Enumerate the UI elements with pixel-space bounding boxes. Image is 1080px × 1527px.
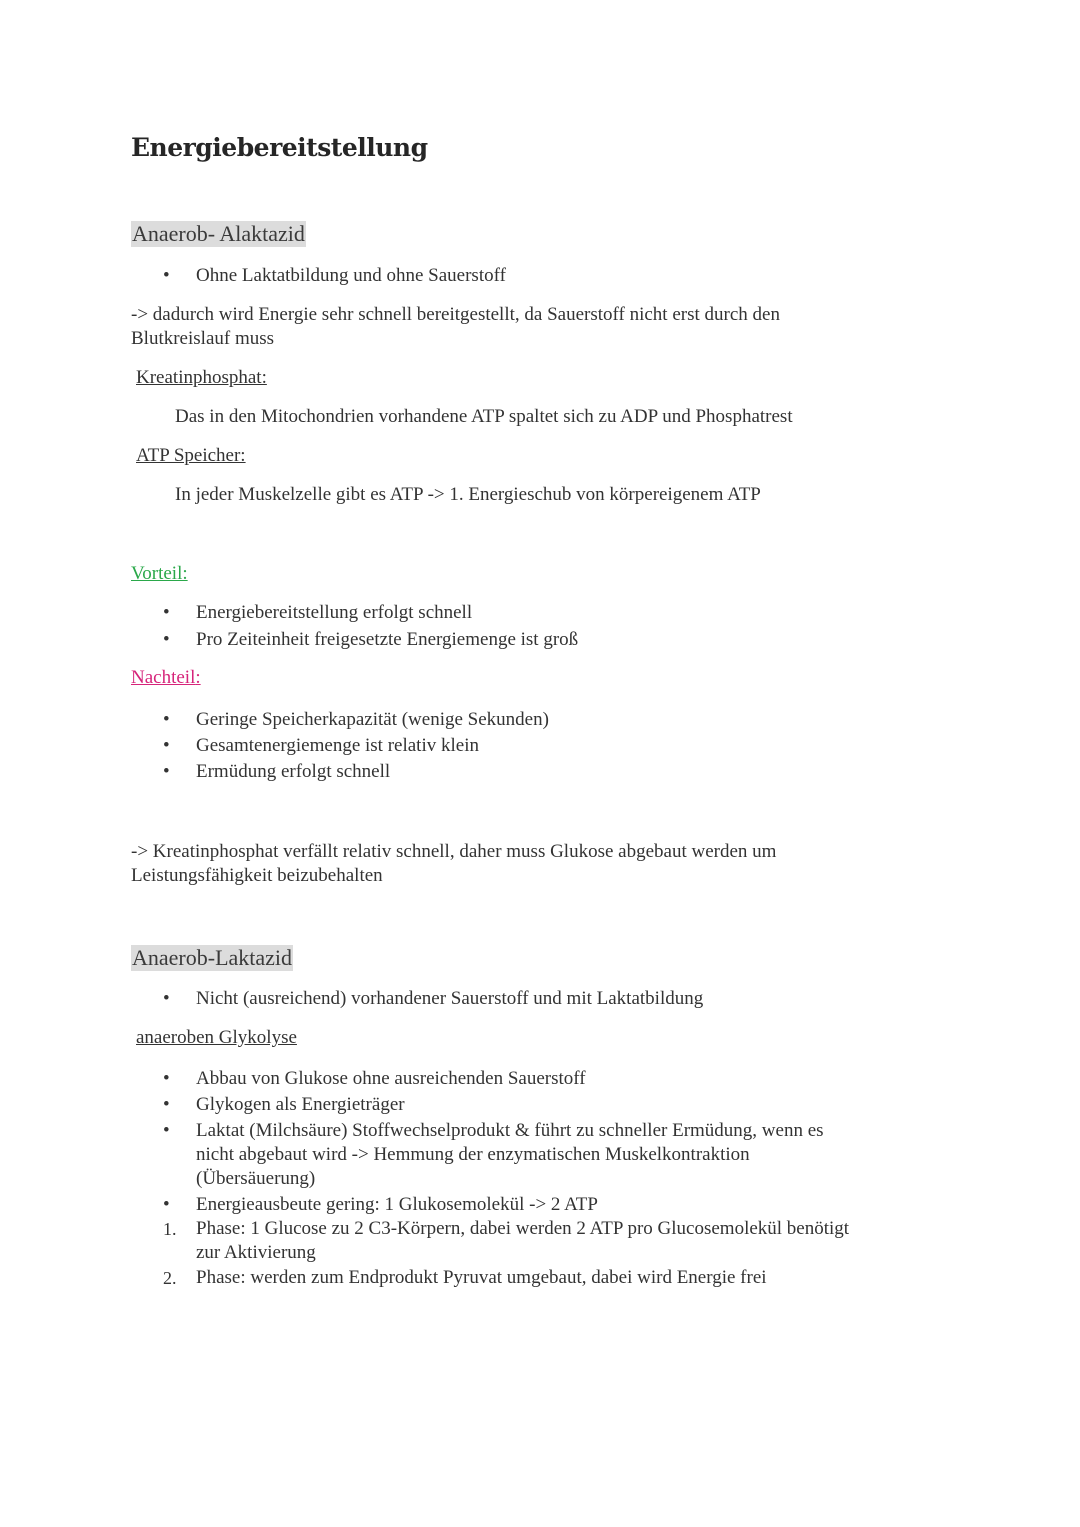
page-title: Energiebereitstellung [131, 133, 428, 162]
list-item: • Pro Zeiteinheit freigesetzte Energiemenge ist groß [163, 629, 579, 650]
list-item: • Ohne Laktatbildung und ohne Sauerstoff [163, 265, 506, 286]
alaktazid-explanation [131, 303, 951, 351]
vorteil-heading: Vorteil: [131, 563, 188, 584]
list-item: • Abbau von Glukose ohne ausreichenden Sauerstoff [163, 1068, 586, 1089]
alaktazid-bullet-list [131, 264, 951, 288]
paragraph-line: Blutkreislauf muss [131, 328, 275, 349]
paragraph-line: Leistungsfähigkeit beizubehalten [131, 865, 383, 886]
bullet-icon: • [163, 709, 170, 730]
bullet-icon: • [163, 1120, 170, 1141]
bullet-icon: • [163, 629, 170, 650]
list-item: • Energiebereitstellung erfolgt schnell [163, 602, 473, 623]
list-item: • Glykogen als Energieträger [163, 1094, 405, 1115]
numbered-item: 2. Phase: werden zum Endprodukt Pyruvat umgebaut, dabei wird Energie frei [163, 1267, 767, 1288]
list-item: • Laktat (Milchsäure) Stoffwechselprodukt & führt zu schneller Ermüdung, wenn es nicht abgebaut wird -> Hemmung der enzymatischen Muskelkontraktion (Übersäuerung) [163, 1120, 824, 1189]
bullet-icon: • [163, 988, 170, 1009]
paragraph-line: -> dadurch wird Energie sehr schnell bereitgestellt, da Sauerstoff nicht erst durch den [131, 304, 780, 325]
kreatin-conclusion [131, 840, 951, 888]
bullet-icon: • [163, 602, 170, 623]
glykolyse-list [131, 1067, 951, 1290]
section-heading-alaktazid: Anaerob- Alaktazid [132, 221, 305, 246]
glykolyse-heading: anaeroben Glykolyse [136, 1027, 297, 1048]
section-heading-laktazid: Anaerob-Laktazid [132, 945, 293, 970]
bullet-icon: • [163, 1068, 170, 1089]
atp-speicher-text: In jeder Muskelzelle gibt es ATP -> 1. Energieschub von körpereigenem ATP [175, 484, 761, 505]
list-item: • Nicht (ausreichend) vorhandener Sauerstoff und mit Laktatbildung [163, 988, 704, 1009]
bullet-icon: • [163, 761, 170, 782]
list-item: • Energieausbeute gering: 1 Glukosemolekül -> 2 ATP [163, 1194, 598, 1215]
list-item: • Gesamtenergiemenge ist relativ klein [163, 735, 479, 756]
numbered-item: 1. Phase: 1 Glucose zu 2 C3-Körpern, dabei werden 2 ATP pro Glucosemolekül benötigt zur Aktivierung [163, 1218, 850, 1263]
kreatinphosphat-text: Das in den Mitochondrien vorhandene ATP spaltet sich zu ADP und Phosphatrest [175, 406, 793, 427]
vorteil-list [131, 601, 951, 652]
nachteil-list [131, 708, 951, 784]
list-item: • Geringe Speicherkapazität (wenige Sekunden) [163, 709, 549, 730]
laktazid-bullet-list [131, 987, 951, 1011]
paragraph-line: -> Kreatinphosphat verfällt relativ schnell, daher muss Glukose abgebaut werden um [131, 841, 777, 862]
nachteil-heading: Nachteil: [131, 667, 201, 688]
bullet-icon: • [163, 265, 170, 286]
bullet-icon: • [163, 1094, 170, 1115]
list-item: • Ermüdung erfolgt schnell [163, 761, 391, 782]
bullet-icon: • [163, 735, 170, 756]
atp-speicher-heading: ATP Speicher: [136, 445, 246, 466]
kreatinphosphat-heading: Kreatinphosphat: [136, 367, 267, 388]
bullet-icon: • [163, 1194, 170, 1215]
